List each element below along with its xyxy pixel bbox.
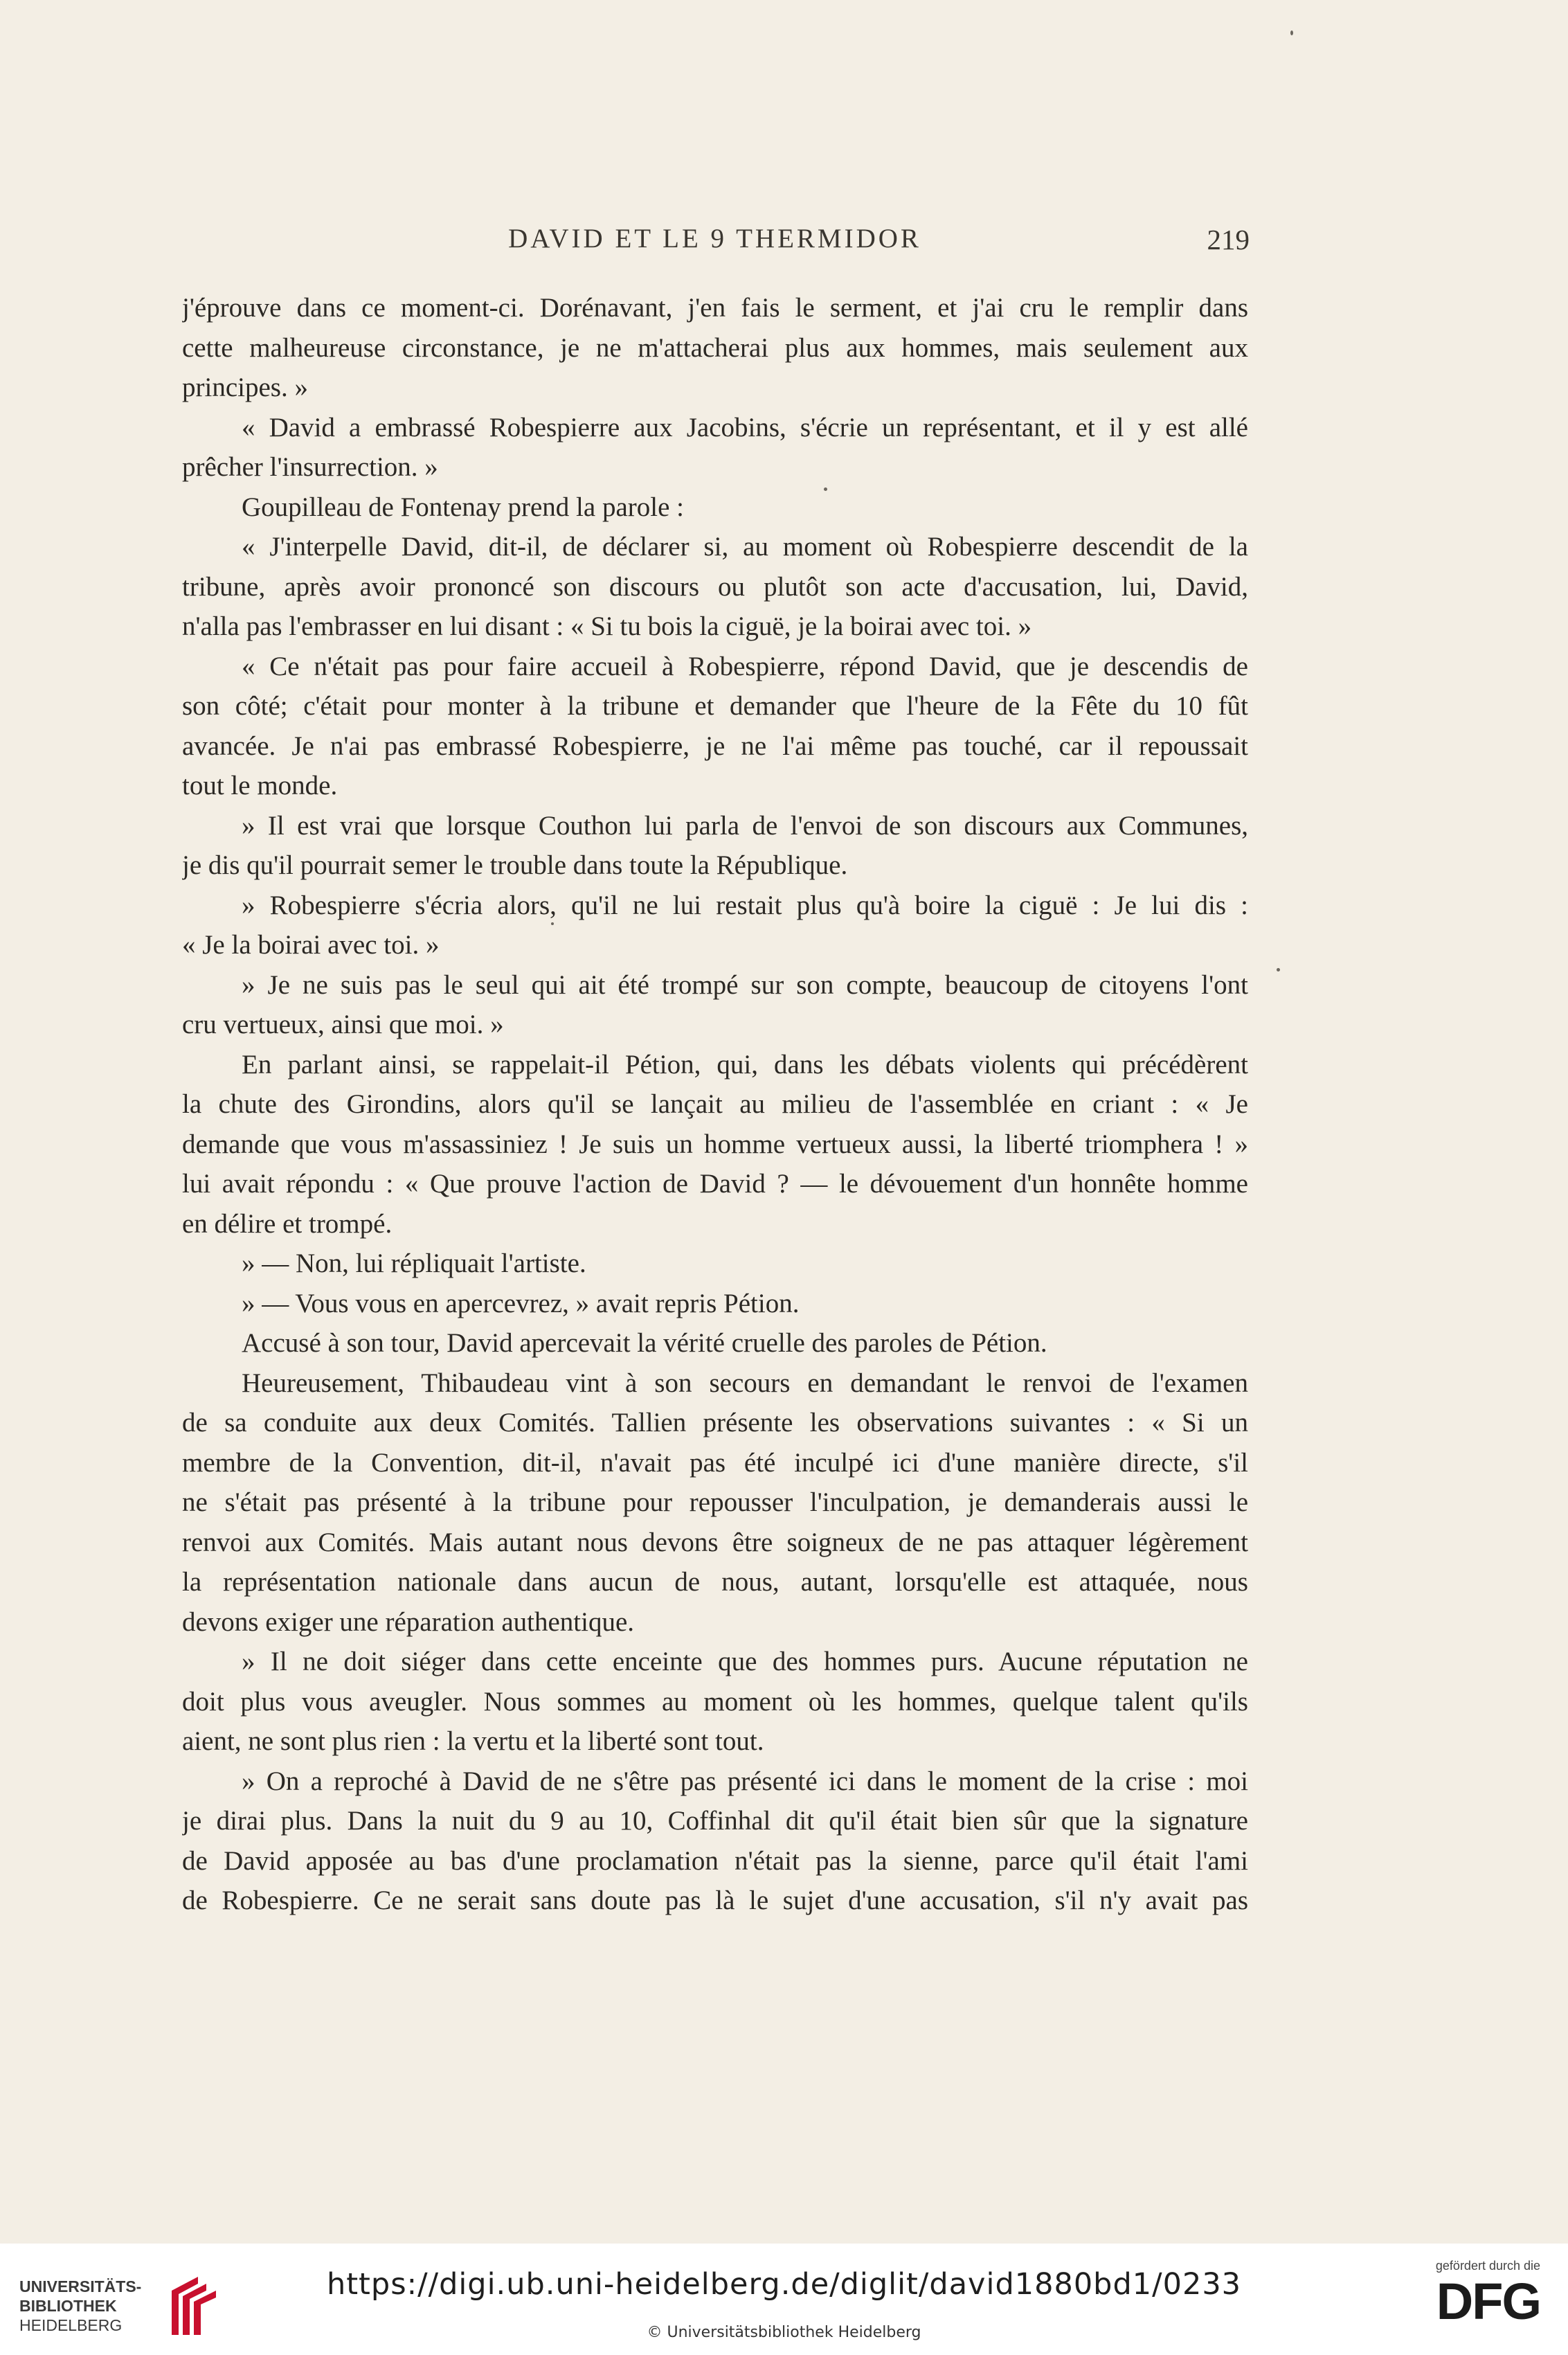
dfg-logo[interactable] xyxy=(1388,2259,1540,2342)
text-line: renvoi aux Comités. Mais autant nous devons être soigneux de ne pas attaquer légèrement xyxy=(182,1527,1248,1557)
text-line: son côté; c'était pour monter à la tribune et demander que l'heure de la Fête du 10 fût xyxy=(182,691,1248,721)
text-line: cette malheureuse circonstance, je ne m'attacherai plus aux hommes, mais seulement aux xyxy=(182,332,1248,363)
paper-speck xyxy=(1290,30,1293,35)
text-line: tout le monde. xyxy=(182,771,338,800)
text-line: tribune, après avoir prononcé son discours ou plutôt son acte d'accusation, lui, David, xyxy=(182,571,1248,602)
paper-speck xyxy=(1277,968,1280,971)
text-line: de sa conduite aux deux Comités. Tallien présente les observations suivantes : « Si un xyxy=(182,1408,1248,1438)
text-line: devons exiger une réparation authentique. xyxy=(182,1606,635,1637)
paper-speck xyxy=(824,487,827,491)
text-line: Accusé à son tour, David apercevait la vérité cruelle des paroles de Pétion. xyxy=(242,1328,1047,1358)
text-line: j'éprouve dans ce moment-ci. Dorénavant, j'en fais le serment, et j'ai cru le remplir dans xyxy=(182,293,1248,323)
text-line: » Robespierre s'écria alors, qu'il ne lui restait plus qu'à boire la ciguë : Je lui dis : xyxy=(242,890,1248,920)
body-text xyxy=(182,288,1248,1921)
text-line: » — Vous vous en apercevrez, » avait repris Pétion. xyxy=(242,1288,800,1318)
text-line: « J'interpelle David, dit-il, de déclarer si, au moment où Robespierre descendit de la xyxy=(242,532,1248,562)
library-name-line2: BIBLIOTHEK xyxy=(19,2297,117,2315)
library-name-line1: UNIVERSITÄTS- xyxy=(19,2277,142,2295)
text-line: lui avait répondu : « Que prouve l'action de David ? — le dévouement d'un honnête homme xyxy=(182,1169,1248,1199)
text-line: de Robespierre. Ce ne serait sans doute pas là le sujet d'une accusation, s'il n'y avait pas xyxy=(182,1886,1248,1915)
text-line: demande que vous m'assassiniez ! Je suis un homme vertueux aussi, la liberté triomphera ! » xyxy=(182,1129,1248,1159)
text-line: En parlant ainsi, se rappelait-il Pétion, qui, dans les débats violents qui précédèrent xyxy=(242,1049,1248,1080)
text-line: » — Non, lui répliquait l'artiste. xyxy=(242,1248,586,1278)
text-line: de David apposée au bas d'une proclamation n'était pas la sienne, parce qu'il était l'ami xyxy=(182,1845,1248,1876)
text-line: n'alla pas l'embrasser en lui disant : « Si tu bois la ciguë, je la boirai avec toi. » xyxy=(182,611,1032,641)
text-line: avancée. Je n'ai pas embrassé Robespierre, je ne l'ai même pas touché, car il repoussait xyxy=(182,731,1248,761)
text-line: ne s'était pas présenté à la tribune pour repousser l'inculpation, je demanderais aussi le xyxy=(182,1487,1248,1517)
text-line: la représentation nationale dans aucun de nous, autant, lorsqu'elle est attaquée, nous xyxy=(182,1567,1248,1597)
text-line: je dirai plus. Dans la nuit du 9 au 10, Coffinhal dit qu'il était bien sûr que la signature xyxy=(182,1806,1248,1836)
text-line: Heureusement, Thibaudeau vint à son secours en demandant le renvoi de l'examen xyxy=(242,1368,1248,1398)
text-line: » Il est vrai que lorsque Couthon lui parla de l'envoi de son discours aux Communes, xyxy=(242,810,1248,841)
text-line: « Je la boirai avec toi. » xyxy=(182,930,440,960)
text-line: en délire et trompé. xyxy=(182,1208,393,1239)
text-line: » On a reproché à David de ne s'être pas présenté ici dans le moment de la crise : moi xyxy=(242,1766,1248,1796)
text-line: prêcher l'insurrection. » xyxy=(182,452,438,482)
text-line: cru vertueux, ainsi que moi. » xyxy=(182,1010,504,1039)
text-line: la chute des Girondins, alors qu'il se lançait au milieu de l'assemblée en criant : « Je xyxy=(182,1089,1248,1119)
running-title: DAVID ET LE 9 THERMIDOR xyxy=(508,224,921,253)
text-line: » Je ne suis pas le seul qui ait été trompé sur son compte, beaucoup de citoyens l'ont xyxy=(242,969,1248,1000)
text-line: Goupilleau de Fontenay prend la parole : xyxy=(242,492,684,522)
text-line: membre de la Convention, dit-il, n'avait pas été inculpé ici d'une manière directe, s'il xyxy=(182,1447,1248,1478)
running-head xyxy=(180,223,1250,265)
text-line: » Il ne doit siéger dans cette enceinte que des hommes purs. Aucune réputation ne xyxy=(242,1647,1248,1676)
footer-bar xyxy=(0,2244,1568,2355)
text-line: je dis qu'il pourrait semer le trouble dans toute la République. xyxy=(182,850,848,880)
text-line: doit plus vous aveugler. Nous sommes au moment où les hommes, quelque talent qu'ils xyxy=(182,1686,1248,1717)
dfg-logo-mark: DFG xyxy=(1436,2273,1540,2330)
text-line: principes. » xyxy=(182,373,308,402)
text-line: « Ce n'était pas pour faire accueil à Robespierre, répond David, que je descendis de xyxy=(242,651,1248,681)
page-number: 219 xyxy=(1207,224,1250,256)
text-line: aient, ne sont plus rien : la vertu et la liberté sont tout. xyxy=(182,1726,764,1756)
copyright-notice: © Universitätsbibliothek Heidelberg xyxy=(647,2324,921,2341)
library-name-line3: HEIDELBERG xyxy=(19,2316,123,2334)
funder-caption: gefördert durch die xyxy=(1435,2259,1540,2273)
permalink-url[interactable]: https://digi.ub.uni-heidelberg.de/diglit/david1880bd1/0233 xyxy=(326,2267,1242,2302)
paper-speck xyxy=(551,922,554,925)
text-line: « David a embrassé Robespierre aux Jacobins, s'écrie un représentant, et il y est allé xyxy=(242,412,1248,442)
